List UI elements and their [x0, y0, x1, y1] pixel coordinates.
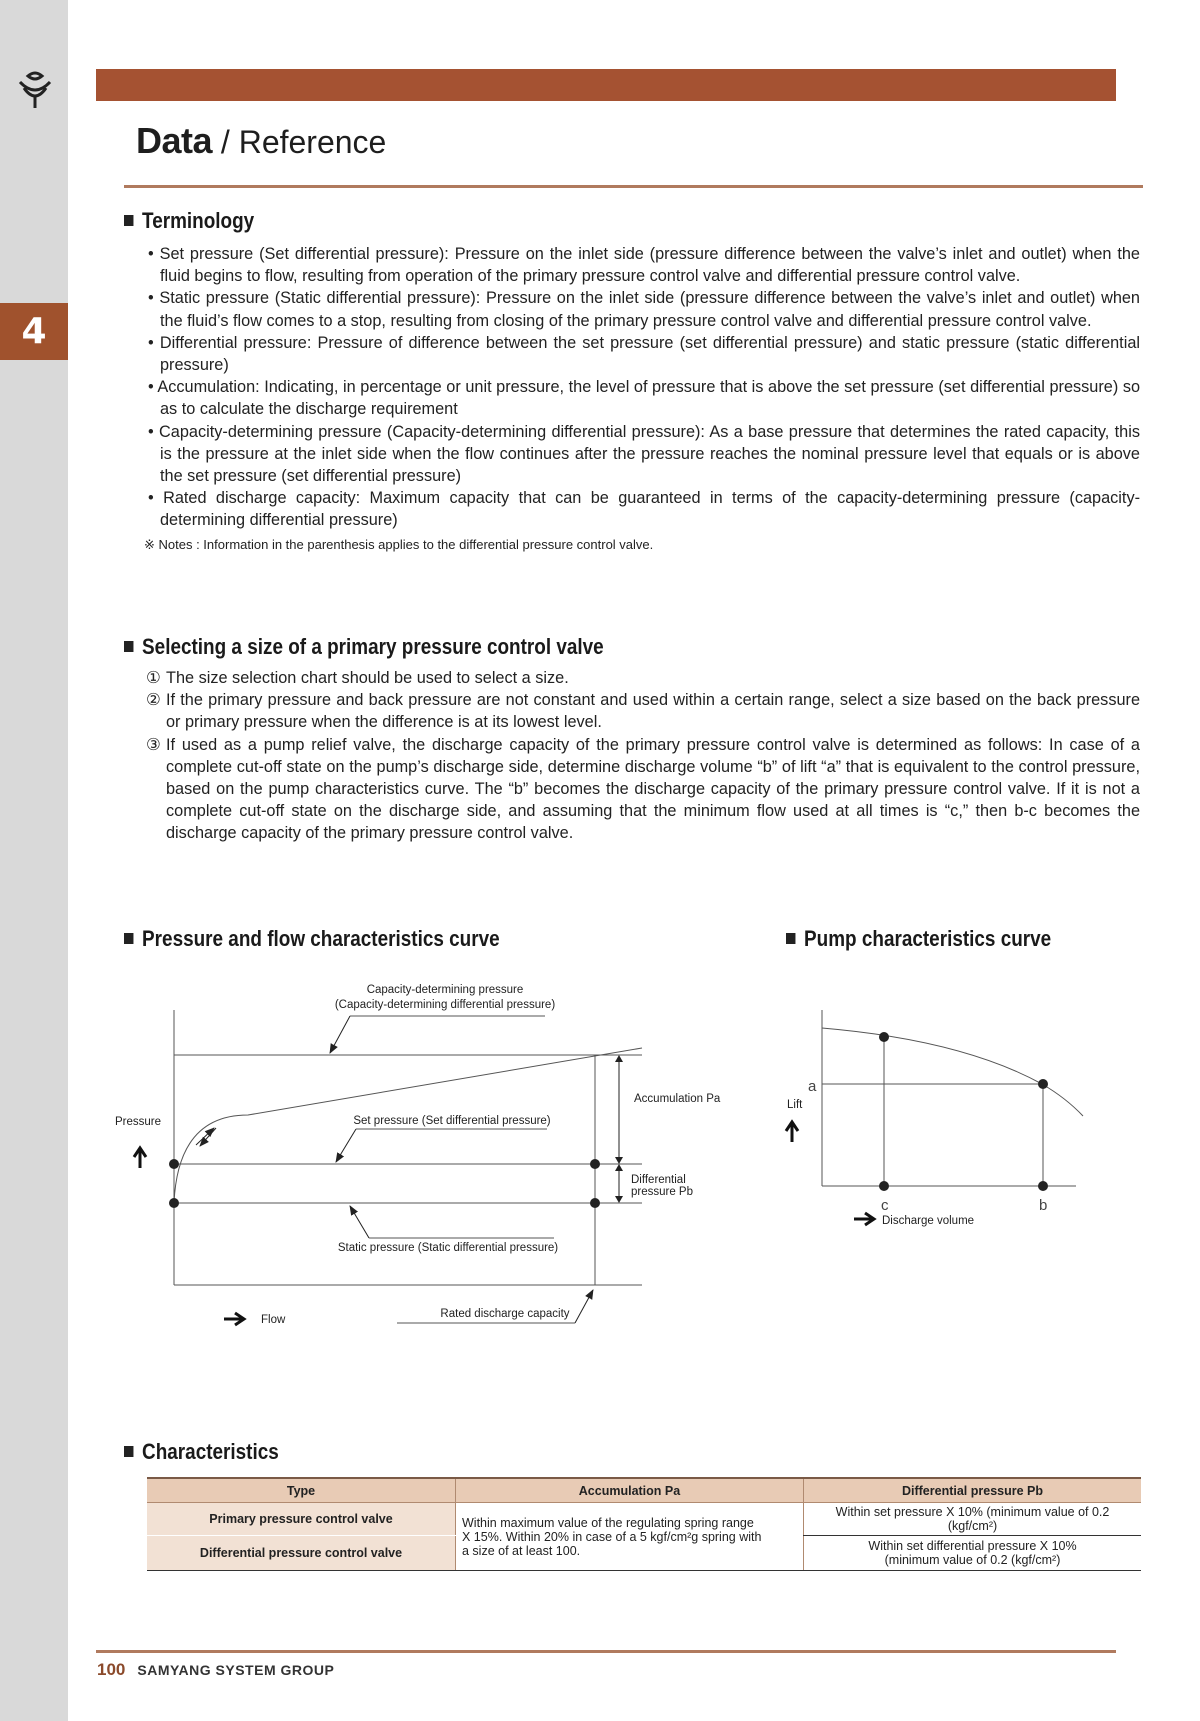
dot-b	[1038, 1181, 1048, 1191]
row-type-differential: Differential pressure control valve	[147, 1536, 456, 1571]
accumulation-cell	[456, 1503, 804, 1571]
step-text: If the primary pressure and back pressure are not constant and used within a certain range, select a size based on the back pressure or primary pressure when the difference is at its lowest level.	[166, 691, 1140, 732]
bullet-icon: •	[148, 333, 154, 352]
diff-cell-primary: Within set pressure X 10% (minimum value of 0.2 (kgf/cm²)	[804, 1503, 1142, 1536]
term-set-pressure: Set pressure (Set differential pressure): Pressure on the inlet side (pressure difference between the valve’s inlet and outlet) when the fluid begins to flow, resulting from operation of the primary pressure control valve and differential pressure control valve.	[159, 245, 1140, 286]
diff-cell-differential	[804, 1536, 1142, 1571]
step-text: If used as a pump relief valve, the discharge capacity of the primary pressure control valve is determined as follows: In case of a complete cut-off state on the pump’s discharge side, determine discharge volume “b” of lift “a” that is equivalent to the control pressure, based on the pump characteristics curve. The “b” becomes the discharge capacity of the primary pressure control valve. If it is not a complete cut-off state on the discharge side, and assuming that the minimum flow used at all times is “c,” then b-c becomes the discharge capacity of the primary pressure control valve.	[166, 735, 1140, 843]
bullet-icon: •	[148, 489, 154, 508]
col-header-accumulation: Accumulation Pa	[456, 1478, 804, 1503]
diff-text-1: Within set differential pressure X 10%	[868, 1539, 1077, 1553]
differential-label-1: Differential	[631, 1174, 686, 1186]
cap-label-1: Capacity-determining pressure	[366, 984, 524, 996]
accumulation-label: Accumulation Pa	[634, 1093, 721, 1105]
label-a: a	[808, 1078, 817, 1095]
footer	[97, 1660, 334, 1680]
bullet-icon: •	[148, 245, 154, 263]
pressure-axis-label: Pressure	[115, 1116, 162, 1128]
lift-axis-label: Lift	[787, 1099, 803, 1111]
col-header-type: Type	[147, 1478, 456, 1503]
term-accumulation: Accumulation: Indicating, in percentage or unit pressure, the level of pressure that is above the set pressure (set differential pressure) so as to calculate the discharge requirement	[157, 378, 1141, 419]
term-capacity-determining: Capacity-determining pressure (Capacity-determining differential pressure): As a base pressure that determines the rated capacity, this is the pressure at the inlet side when the flow continues after the pressure reaches the nominal pressure level that equals or is above the set pressure (set differential pressure)	[159, 422, 1140, 486]
term-rated-discharge: Rated discharge capacity: Maximum capacity that can be guaranteed in terms of the capacity-determining pressure (capacity-determining differential pressure)	[160, 489, 1141, 530]
characteristics-heading-text: Characteristics	[142, 1439, 279, 1464]
table-header-row	[147, 1478, 1141, 1503]
label-c: c	[881, 1197, 889, 1214]
arrow-right-icon	[854, 1213, 874, 1225]
step-number: ①	[146, 669, 161, 687]
square-bullet-icon	[124, 1446, 133, 1457]
differential-label-2: pressure Pb	[631, 1186, 694, 1198]
selecting-heading-text: Selecting a size of a primary pressure control valve	[142, 634, 604, 659]
page-number: 100	[97, 1660, 126, 1679]
pump-curve-heading-text: Pump characteristics curve	[804, 926, 1052, 951]
row-type-primary: Primary pressure control valve	[147, 1503, 456, 1536]
footer-brand: SAMYANG SYSTEM GROUP	[137, 1662, 335, 1678]
chapter-tab[interactable]: 4	[0, 303, 68, 360]
terminology-note: ※ Notes : Information in the parenthesis applies to the differential pressure control valve.	[144, 537, 654, 552]
table-row	[147, 1503, 1141, 1536]
accumulation-text-2: X 15%. Within 20% in case of a 5 kgf/cm²g spring with	[462, 1529, 762, 1544]
dot-curve-a	[1038, 1079, 1048, 1089]
discharge-axis-label: Discharge volume	[882, 1215, 975, 1227]
term-static-pressure: Static pressure (Static differential pressure): Pressure on the inlet side (pressure difference between the valve’s inlet and outlet) when the fluid’s flow comes to a stop, resulting from closing of the primary pressure control valve and differential pressure control valve.	[159, 289, 1140, 330]
diff-text-2: (minimum value of 0.2 (kgf/cm²)	[884, 1553, 1061, 1567]
step-text: The size selection chart should be used to select a size.	[166, 669, 569, 687]
bullet-icon: •	[148, 378, 154, 397]
arrow-up-icon	[786, 1122, 798, 1142]
accumulation-text-3: a size of at least 100.	[462, 1543, 581, 1558]
pf-curve-heading-text: Pressure and flow characteristics curve	[142, 926, 500, 951]
characteristics-heading	[124, 1439, 279, 1465]
pump-curve	[822, 1028, 1083, 1116]
terminology-heading-text: Terminology	[142, 208, 255, 233]
dot-c	[879, 1181, 889, 1191]
accumulation-text-1: Within maximum value of the regulating spring range	[462, 1515, 754, 1530]
bullet-icon: •	[148, 289, 154, 308]
bullet-icon: •	[148, 422, 154, 441]
page-title-main: Data	[136, 120, 213, 161]
step-number: ②	[146, 691, 161, 710]
page-title-separator: /	[212, 124, 239, 160]
term-differential-pressure: Differential pressure: Pressure of difference between the set pressure (set differential pressure) and static pressure (static differential pressure)	[159, 333, 1140, 375]
characteristics-table	[147, 1477, 1141, 1571]
step-number: ③	[146, 735, 161, 754]
dot-curve-c	[879, 1032, 889, 1042]
flow-axis-label: Flow	[261, 1314, 286, 1326]
rated-label: Rated discharge capacity	[440, 1308, 570, 1320]
label-b: b	[1039, 1197, 1048, 1214]
cap-label-2: (Capacity-determining differential pressure)	[334, 999, 556, 1011]
set-pressure-label: Set pressure (Set differential pressure)	[353, 1115, 551, 1127]
col-header-differential: Differential pressure Pb	[804, 1478, 1142, 1503]
footer-divider	[96, 1650, 1116, 1653]
static-pressure-label: Static pressure (Static differential pressure)	[337, 1242, 559, 1254]
page-title-sub: Reference	[238, 124, 387, 160]
